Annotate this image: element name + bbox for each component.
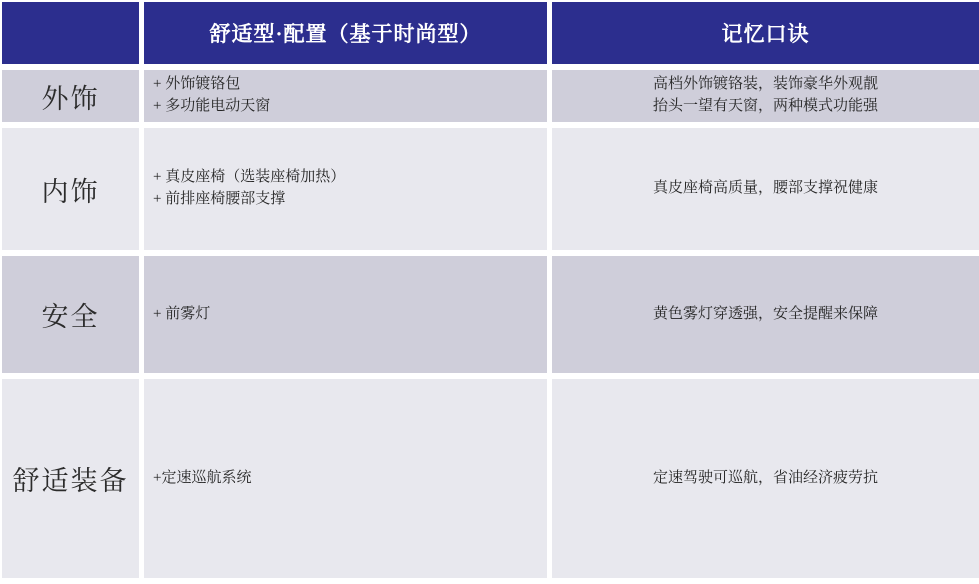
category-cell-comfort <box>2 379 139 578</box>
config-line: +定速巡航系统 <box>153 469 252 486</box>
header-mnemonic-column <box>552 2 979 64</box>
mnemonic-cell-exterior <box>552 70 979 122</box>
mnemonic-line: 高档外饰镀铬装，装饰豪华外观靓 <box>652 76 878 93</box>
config-line: + 前排座椅腰部支撑 <box>153 191 286 207</box>
category-label: 安全 <box>41 302 100 332</box>
config-line: + 多功能电动天窗 <box>153 98 271 114</box>
config-cell-interior <box>144 128 547 250</box>
mnemonic-line: 抬头一望有天窗，两种模式功能强 <box>652 98 878 114</box>
category-cell-safety <box>2 256 139 373</box>
config-line: + 真皮座椅（选装座椅加热） <box>153 169 346 186</box>
mnemonic-cell-interior <box>552 128 979 250</box>
config-cell-exterior <box>144 70 547 122</box>
header-mnemonic-label: 记忆口诀 <box>721 22 810 46</box>
category-label: 舒适装备 <box>12 466 129 496</box>
header-config-column <box>144 2 547 64</box>
config-line: + 前雾灯 <box>153 305 211 322</box>
category-cell-exterior <box>2 70 139 122</box>
config-cell-comfort <box>144 379 547 578</box>
mnemonic-cell-safety <box>552 256 979 373</box>
mnemonic-line: 真皮座椅高质量，腰部支撑祝健康 <box>652 180 878 197</box>
category-label: 外饰 <box>41 83 100 114</box>
mnemonic-cell-comfort <box>552 379 979 578</box>
config-cell-safety <box>144 256 547 373</box>
category-label: 内饰 <box>41 176 100 207</box>
config-line: + 外饰镀铬包 <box>153 76 241 93</box>
mnemonic-line: 黄色雾灯穿透强，安全提醒来保障 <box>652 305 878 322</box>
header-empty-cell <box>2 2 139 64</box>
header-config-label: 舒适型·配置（基于时尚型） <box>209 22 482 46</box>
mnemonic-line: 定速驾驶可巡航，省油经济疲劳抗 <box>652 469 878 486</box>
category-cell-interior <box>2 128 139 250</box>
